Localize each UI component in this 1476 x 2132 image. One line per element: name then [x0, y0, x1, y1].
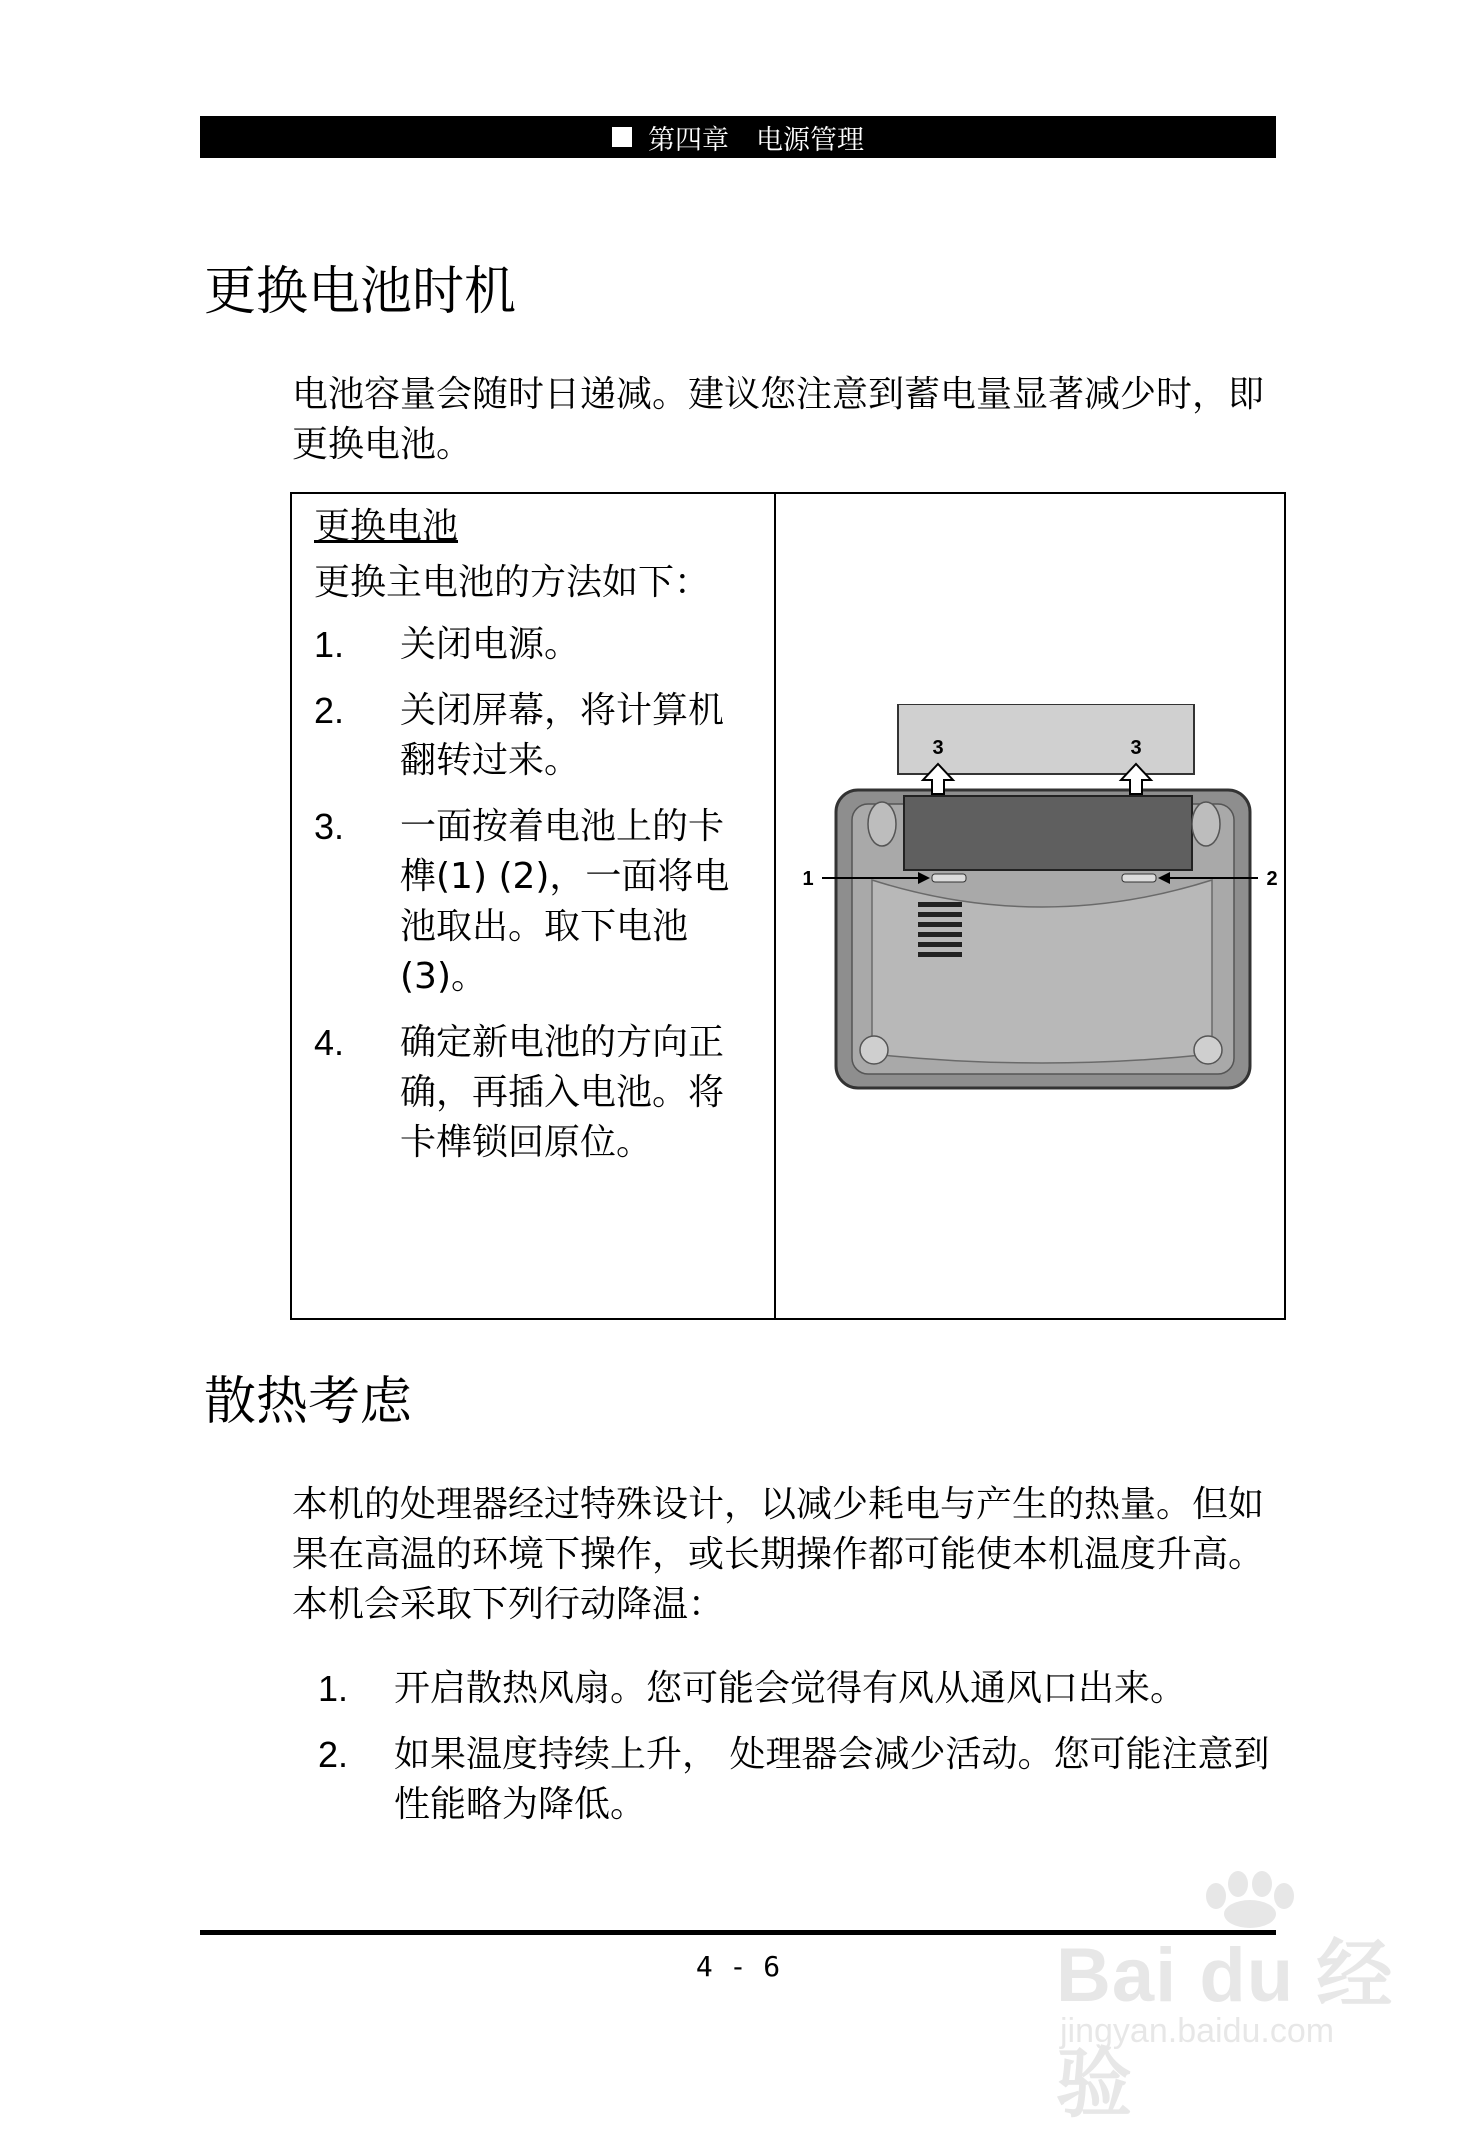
- left-foot: [860, 1036, 888, 1064]
- list-item-number: 2.: [318, 1734, 349, 1775]
- step-text: 关闭电源。: [400, 624, 581, 665]
- list-item: [318, 1730, 1278, 1830]
- step-item: [314, 620, 744, 670]
- box-title: 更换电池: [314, 506, 459, 547]
- left-bump: [868, 802, 896, 846]
- step-number: 3.: [314, 806, 345, 847]
- battery-instructions: [314, 502, 744, 1184]
- laptop-battery-illustration: [782, 704, 1282, 1104]
- battery-slot: [904, 796, 1192, 870]
- section-paragraph-cooling: 本机的处理器经过特殊设计，以减少耗电与产生的热量。但如果在高温的环境下操作，或长期操作都可能使本机温度升高。本机会采取下列行动降温：: [292, 1484, 1265, 1625]
- step-item: [314, 1018, 744, 1168]
- step-text: 关闭屏幕，将计算机翻转过来。: [400, 690, 725, 781]
- section-title-cooling: 散热考虑: [204, 1372, 413, 1432]
- label-latch-left: 1: [802, 868, 814, 890]
- section-title-battery-timing: 更换电池时机: [204, 262, 517, 322]
- baidu-watermark: [1040, 1870, 1440, 2127]
- step-number: 2.: [314, 690, 345, 731]
- watermark-url: jingyan.baidu.com: [1060, 2012, 1335, 2050]
- chapter-header-bar: [200, 116, 1276, 158]
- battery-replacement-box: [290, 492, 1286, 1320]
- step-item: [314, 686, 744, 786]
- cooling-action-list: [318, 1664, 1278, 1846]
- box-intro: 更换主电池的方法如下：: [314, 562, 711, 603]
- list-item: [318, 1664, 1278, 1714]
- right-bump: [1192, 802, 1220, 846]
- list-item-number: 1.: [318, 1668, 349, 1709]
- label-battery-right: 3: [1130, 737, 1142, 759]
- section-paragraph-battery-timing: 电池容量会随时日递减。建议您注意到蓄电量显著减少时，即更换电池。: [292, 374, 1265, 465]
- step-text: 确定新电池的方向正确，再插入电池。将卡榫锁回原位。: [400, 1022, 725, 1163]
- step-item: [314, 802, 744, 1002]
- chapter-title: 第四章 电源管理: [648, 124, 864, 156]
- square-bullet-icon: [612, 127, 632, 147]
- laptop-lower-panel: [872, 880, 1212, 1063]
- latch-left: [932, 874, 966, 882]
- box-divider: [774, 494, 776, 1318]
- step-number: 4.: [314, 1022, 345, 1063]
- latch-right: [1122, 874, 1156, 882]
- watermark-brand: Bai du 经验: [1056, 1933, 1394, 2127]
- label-battery-left: 3: [932, 737, 944, 759]
- list-item-text: 如果温度持续上升， 处理器会减少活动。您可能注意到性能略为降低。: [394, 1734, 1270, 1825]
- step-number: 1.: [314, 624, 345, 665]
- label-latch-right: 2: [1266, 868, 1278, 890]
- list-item-text: 开启散热风扇。您可能会觉得有风从通风口出来。: [394, 1668, 1187, 1709]
- step-text: 一面按着电池上的卡榫(1) (2)，一面将电池取出。取下电池(3)。: [400, 806, 730, 997]
- right-foot: [1194, 1036, 1222, 1064]
- page-number: 4 - 6: [695, 1950, 781, 1983]
